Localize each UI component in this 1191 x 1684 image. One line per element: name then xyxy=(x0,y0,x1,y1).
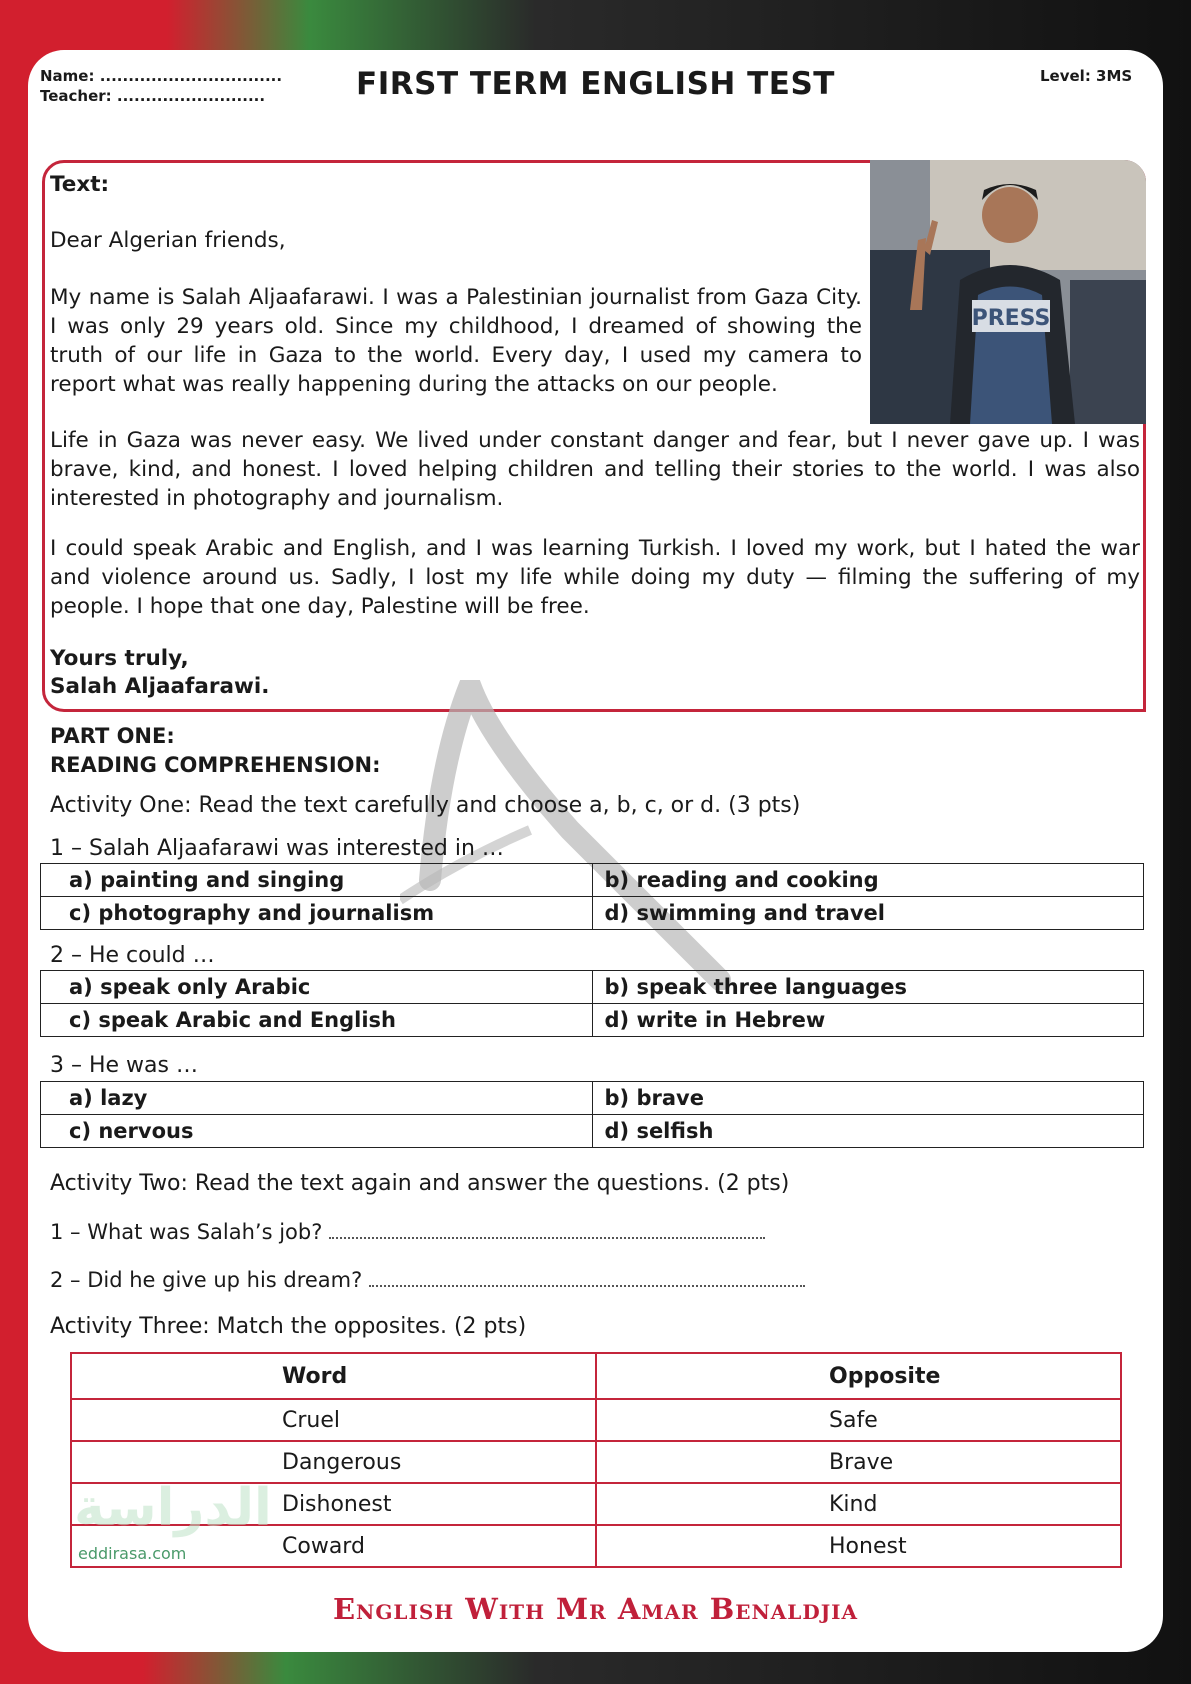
press-label: PRESS xyxy=(971,306,1051,331)
option-a[interactable]: a) painting and singing xyxy=(41,864,593,897)
watermark-arabic: الدراسة xyxy=(74,1478,272,1538)
opposite-cell: Kind xyxy=(596,1483,1121,1525)
question-text: 2 – Did he give up his dream? xyxy=(50,1268,363,1292)
paragraph-3: I could speak Arabic and English, and I was learning Turkish. I loved my work, but I hated the war and violence around us. Sadly, I lost my life while doing my duty — filming the suffering of my people. I hope that one day, Palestine will be free. xyxy=(50,536,1140,619)
question-1-stem: 1 – Salah Aljaafarawi was interested in … xyxy=(50,836,504,861)
table-row xyxy=(71,1441,1121,1483)
teacher-field: Teacher: .......................... xyxy=(40,87,266,105)
part-one-title: PART ONE: xyxy=(50,724,175,748)
option-b[interactable]: b) reading and cooking xyxy=(592,864,1144,897)
paragraph-2: Life in Gaza was never easy. We lived under constant danger and fear, but I never gave up. I was brave, kind, and honest. I loved helping children and telling their stories to the world. I was also interested in photography and journalism. xyxy=(50,428,1140,511)
question-2-stem: 2 – He could … xyxy=(50,943,215,968)
option-b[interactable]: b) brave xyxy=(592,1082,1144,1115)
option-d[interactable]: d) swimming and travel xyxy=(592,897,1144,930)
activity-two-question-2 xyxy=(50,1268,805,1292)
column-header-opposite: Opposite xyxy=(596,1353,1121,1399)
column-header-word: Word xyxy=(71,1353,596,1399)
table-row xyxy=(71,1399,1121,1441)
page-title: FIRST TERM ENGLISH TEST xyxy=(356,66,835,102)
name-field: Name: ................................ xyxy=(40,67,283,85)
answer-line-1[interactable] xyxy=(329,1237,765,1239)
option-c[interactable]: c) speak Arabic and English xyxy=(41,1004,593,1037)
activity-two-instruction: Activity Two: Read the text again and answer the questions. (2 pts) xyxy=(50,1171,790,1196)
opposite-cell: Brave xyxy=(596,1441,1121,1483)
option-d[interactable]: d) write in Hebrew xyxy=(592,1004,1144,1037)
watermark-letter-a xyxy=(400,680,740,990)
option-a[interactable]: a) lazy xyxy=(41,1082,593,1115)
opposite-cell: Safe xyxy=(596,1399,1121,1441)
text-label: Text: xyxy=(50,172,110,197)
option-a[interactable]: a) speak only Arabic xyxy=(41,971,593,1004)
letter-greeting: Dear Algerian friends, xyxy=(50,228,286,253)
watermark-site: eddirasa.com xyxy=(78,1544,187,1563)
option-b[interactable]: b) speak three languages xyxy=(592,971,1144,1004)
activity-three-instruction: Activity Three: Match the opposites. (2 pts) xyxy=(50,1314,527,1339)
word-cell: Dangerous xyxy=(71,1441,596,1483)
activity-two-question-1 xyxy=(50,1220,765,1244)
option-d[interactable]: d) selfish xyxy=(592,1115,1144,1148)
question-2-options xyxy=(40,970,1144,1037)
letter-signature: Salah Aljaafarawi. xyxy=(50,674,270,699)
question-text: 1 – What was Salah’s job? xyxy=(50,1220,323,1244)
answer-line-2[interactable] xyxy=(369,1285,805,1287)
question-3-stem: 3 – He was … xyxy=(50,1053,198,1078)
paragraph-1: My name is Salah Aljaafarawi. I was a Palestinian journalist from Gaza City. I was only 29 years old. Since my childhood, I dreamed of showing the truth of our life in Gaza to the world. Every day, I used my camera to report what was really happening during the attacks on our people. xyxy=(50,285,862,397)
footer-brand: English With Mr Amar Benaldjia xyxy=(332,1592,859,1626)
journalist-photo xyxy=(870,160,1146,424)
part-one-subtitle: READING COMPREHENSION: xyxy=(50,753,381,777)
word-cell: Cruel xyxy=(71,1399,596,1441)
question-3-options xyxy=(40,1081,1144,1148)
letter-closing: Yours truly, xyxy=(50,646,189,671)
option-c[interactable]: c) nervous xyxy=(41,1115,593,1148)
opposite-cell: Honest xyxy=(596,1525,1121,1567)
question-1-options xyxy=(40,863,1144,930)
word-cell: Dishonest xyxy=(71,1483,596,1525)
level-label: Level: 3MS xyxy=(1040,67,1133,85)
word-cell: Coward xyxy=(71,1525,596,1567)
option-c[interactable]: c) photography and journalism xyxy=(41,897,593,930)
activity-one-instruction: Activity One: Read the text carefully and choose a, b, c, or d. (3 pts) xyxy=(50,793,801,818)
